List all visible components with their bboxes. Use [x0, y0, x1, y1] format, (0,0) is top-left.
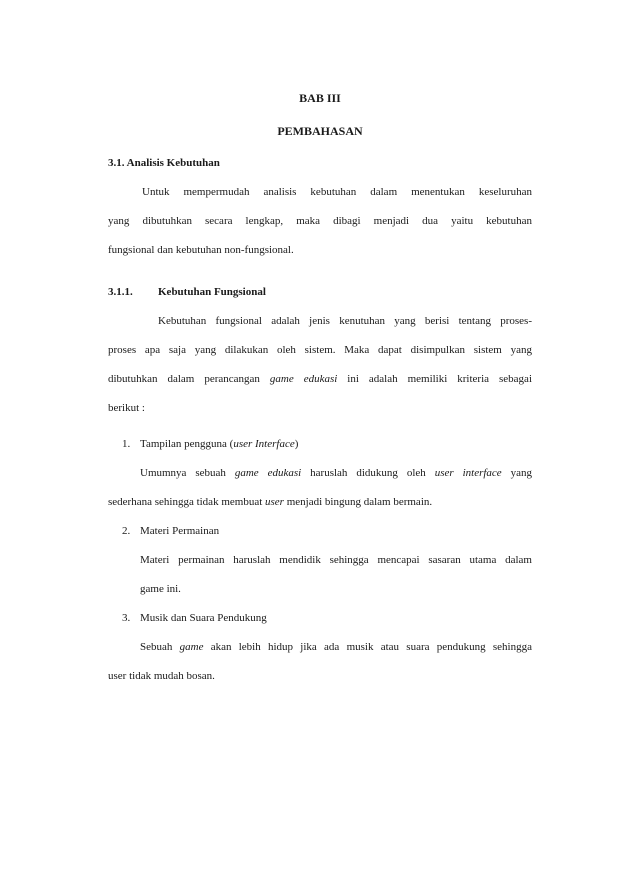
list-item-3-body-line-1	[108, 640, 532, 654]
section-para-line-1: Untuk mempermudah analisis kebutuhan dalam menentukan keseluruhan	[142, 186, 532, 198]
text-run: yang	[501, 467, 533, 479]
text-run: akan lebih hidup jika ada musik atau suara pendukung sehingga	[203, 641, 532, 653]
list-item-number: 1.	[122, 438, 131, 450]
section-para-line-3: fungsional dan kebutuhan non-fungsional.	[108, 244, 294, 256]
subsection-para-line-4: berikut :	[108, 402, 145, 414]
subsection-title: Kebutuhan Fungsional	[158, 286, 266, 298]
emphasis-user-interface: user Interface	[233, 438, 295, 450]
section-para-line-2: yang dibutuhkan secara lengkap, maka dibagi menjadi dua yaitu kebutuhan	[108, 215, 532, 227]
list-item-title	[140, 437, 298, 451]
text-run: Sebuah	[140, 641, 180, 653]
subsection-number: 3.1.1.	[108, 286, 133, 298]
list-item-title: Musik dan Suara Pendukung	[140, 612, 267, 624]
section-heading: 3.1. Analisis Kebutuhan	[108, 157, 220, 169]
list-item-3-body-line-2: user tidak mudah bosan.	[108, 670, 215, 682]
list-item-1-body-line-2	[108, 495, 432, 509]
chapter-title: BAB III	[299, 91, 341, 105]
chapter-subtitle: PEMBAHASAN	[277, 124, 363, 138]
list-item-2-body-line-2: game ini.	[140, 583, 181, 595]
list-item-title: Materi Permainan	[140, 525, 220, 537]
list-item-number: 3.	[122, 612, 131, 624]
text-run: )	[294, 438, 299, 450]
emphasis-game-edukasi: game edukasi	[234, 467, 302, 479]
emphasis-game: game	[179, 641, 204, 653]
list-item-1-body-line-1	[108, 466, 532, 480]
text-run: menjadi bingung dalam bermain.	[283, 496, 433, 508]
text-run: Umumnya sebuah	[140, 467, 235, 479]
subsection-para-line-2: proses apa saja yang dilakukan oleh sistem. Maka dapat disimpulkan sistem yang	[108, 344, 532, 356]
text-run: dibutuhkan dalam perancangan	[108, 373, 270, 385]
text-run: sederhana sehingga tidak membuat	[108, 496, 266, 508]
text-run: ini adalah memiliki kriteria sebagai	[337, 373, 532, 385]
list-item-2-body-line-1: Materi permainan haruslah mendidik sehingga mencapai sasaran utama dalam	[140, 554, 532, 566]
text-run: haruslah didukung oleh	[301, 467, 435, 479]
subsection-para-line-1: Kebutuhan fungsional adalah jenis kenutuhan yang berisi tentang proses-	[158, 315, 532, 327]
subsection-para-line-3	[108, 372, 532, 386]
emphasis-game-edukasi: game edukasi	[269, 373, 338, 385]
text-run: Tampilan pengguna (	[140, 438, 234, 450]
list-item-number: 2.	[122, 525, 131, 537]
emphasis-user-interface: user interface	[434, 467, 502, 479]
emphasis-user: user	[265, 496, 284, 508]
subsection-heading	[108, 285, 266, 299]
